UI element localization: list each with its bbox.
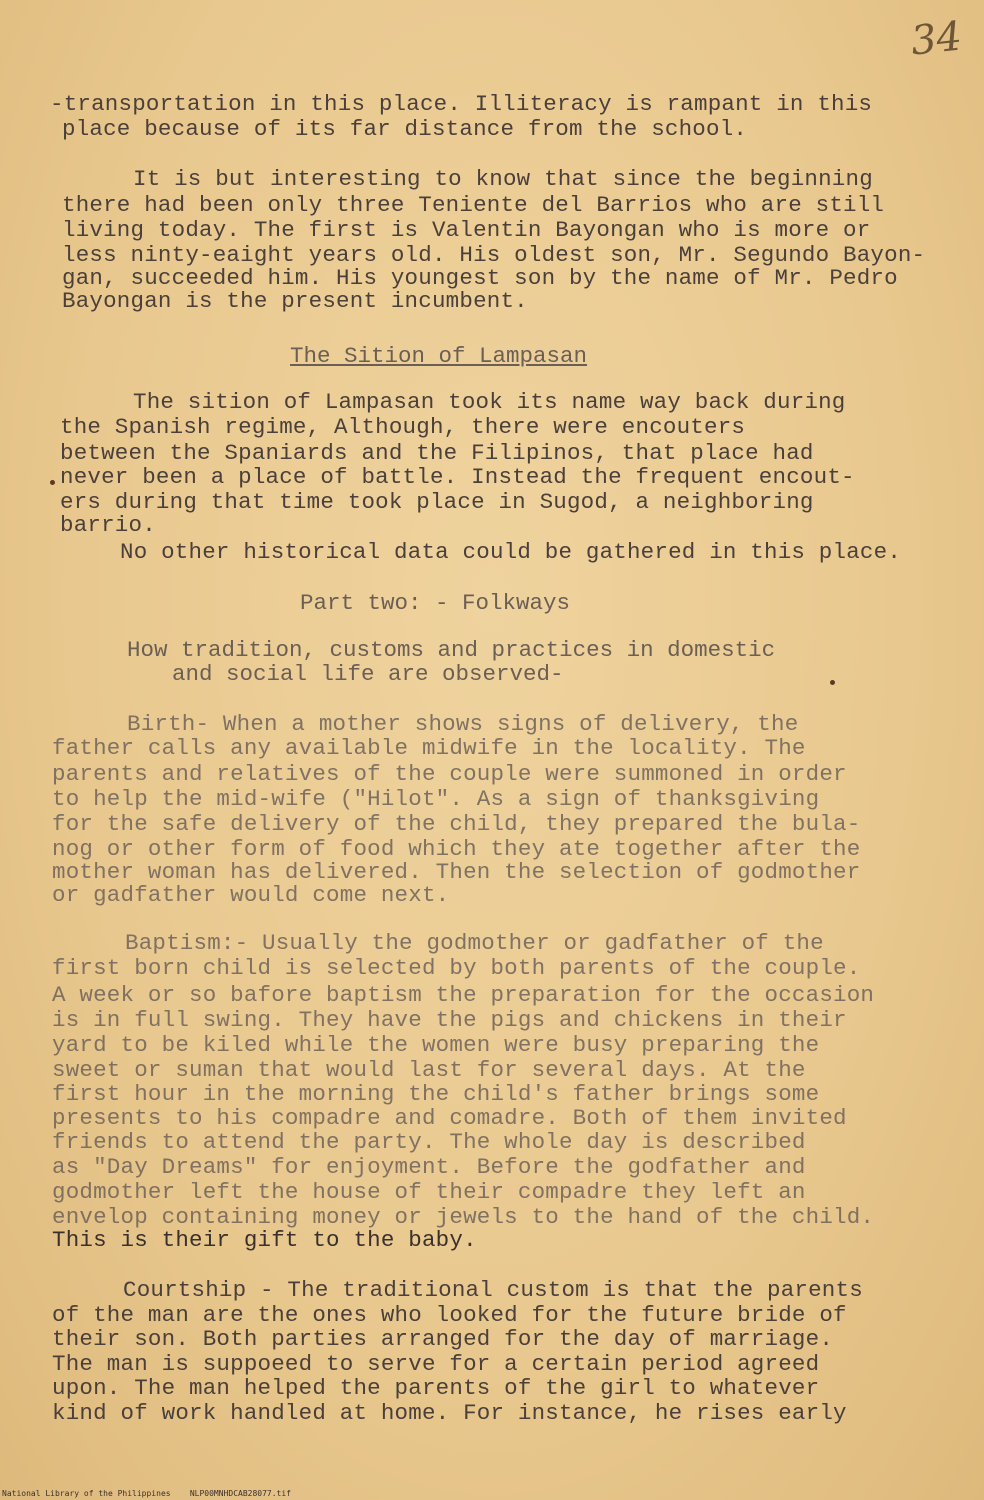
text-line: presents to his compadre and comadre. Both of them invited [52, 1105, 847, 1131]
text-line: is in full swing. They have the pigs and chickens in their [52, 1007, 847, 1033]
text-line: yard to be kiled while the women were busy preparing the [52, 1032, 820, 1058]
text-line: first born child is selected by both parents of the couple. [52, 955, 861, 981]
page-number: 34 [908, 13, 965, 65]
text-line: mother woman has delivered. Then the selection of godmother [52, 859, 861, 885]
text-line: first hour in the morning the child's father brings some [52, 1081, 820, 1107]
subheading-line: and social life are observed- [172, 661, 564, 687]
text-line: parents and relatives of the couple were summoned in order [52, 761, 847, 787]
text-line: The sition of Lampasan took its name way back during [133, 389, 846, 415]
text-line: or gadfather would come next. [52, 882, 450, 908]
section-heading: The Sition of Lampasan [290, 343, 588, 369]
text-line: less ninty-eaight years old. His oldest son, Mr. Segundo Bayon- [62, 242, 926, 268]
part-heading: Part two: - Folkways [300, 590, 571, 616]
text-line: father calls any available midwife in the locality. The [52, 735, 806, 761]
text-line: godmother left the house of their compadre they left an [52, 1179, 806, 1205]
text-line: of the man are the ones who looked for the future bride of [52, 1302, 847, 1328]
text-line: The man is suppoeed to serve for a certain period agreed [52, 1351, 820, 1377]
text-line: there had been only three Teniente del Barrios who are still [62, 192, 885, 218]
text-line: kind of work handled at home. For instance, he rises early [52, 1400, 847, 1426]
text-line: gan, succeeded him. His youngest son by the name of Mr. Pedro [62, 265, 898, 291]
text-line: Baptism:- Usually the godmother or gadfather of the [125, 930, 824, 956]
text-line: barrio. [60, 512, 156, 538]
footer-caption: National Library of the Philippines NLP00MNHDCAB28077.tif [2, 1489, 291, 1498]
text-line: sweet or suman that would last for several days. At the [52, 1057, 806, 1083]
text-line: friends to attend the party. The whole day is described [52, 1129, 806, 1155]
ink-speck [830, 680, 835, 685]
text-line: their son. Both parties arranged for the day of marriage. [52, 1326, 834, 1352]
text-line: envelop containing money or jewels to the hand of the child. [52, 1204, 875, 1230]
text-line: A week or so bafore baptism the preparation for the occasion [52, 982, 875, 1008]
text-line: the Spanish regime, Although, there were encouters [60, 414, 746, 440]
text-line: living today. The first is Valentin Bayongan who is more or [62, 217, 871, 243]
text-line: for the safe delivery of the child, they prepared the bula- [52, 811, 861, 837]
text-line: as "Day Dreams" for enjoyment. Before the godfather and [52, 1154, 806, 1180]
text-line: place because of its far distance from the school. [62, 116, 748, 142]
text-line: between the Spaniards and the Filipinos, that place had [60, 440, 814, 466]
text-line: -transportation in this place. Illiteracy is rampant in this [50, 91, 873, 117]
text-line: to help the mid-wife ("Hilot". As a sign of thanksgiving [52, 786, 820, 812]
text-line: It is but interesting to know that since the beginning [133, 166, 873, 192]
ink-speck [50, 480, 55, 485]
text-line: Courtship - The traditional custom is that the parents [123, 1277, 863, 1303]
text-line: No other historical data could be gathered in this place. [120, 539, 902, 565]
text-line: upon. The man helped the parents of the girl to whatever [52, 1375, 820, 1401]
text-line: nog or other form of food which they ate together after the [52, 836, 861, 862]
subheading-line: How tradition, customs and practices in domestic [127, 637, 776, 663]
text-line: Birth- When a mother shows signs of delivery, the [127, 711, 799, 737]
text-line faint: Bayongan is the present incumbent. [62, 288, 528, 314]
text-line: never been a place of battle. Instead the frequent encout- [60, 464, 855, 490]
text-line: ers during that time took place in Sugod, a neighboring [60, 489, 814, 515]
text-line: This is their gift to the baby. [52, 1227, 477, 1253]
